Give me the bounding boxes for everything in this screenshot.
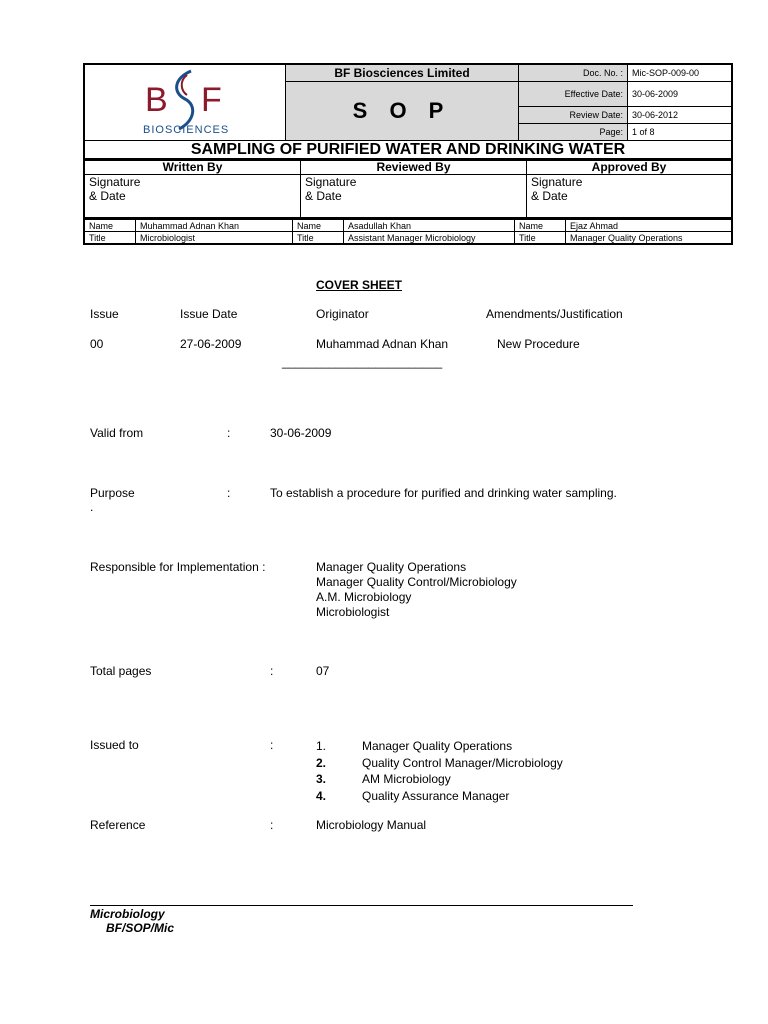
approved-name: Ejaz Ahmad [566, 220, 733, 232]
svg-text:F: F [201, 81, 222, 119]
reviewed-name: Asadullah Khan [344, 220, 515, 232]
cover-sheet-heading: COVER SHEET [316, 278, 403, 292]
footer-rule [90, 905, 633, 906]
reference-value: Microbiology Manual [316, 818, 427, 832]
approved-title: Manager Quality Operations [566, 232, 733, 245]
doc-no-label: Doc. No. : [519, 64, 628, 82]
written-signature: Signature & Date [84, 175, 301, 219]
issue-value: 00 [90, 337, 104, 351]
originator-value: Muhammad Adnan Khan [316, 337, 449, 351]
reviewed-title: Assistant Manager Microbiology [344, 232, 515, 245]
written-name: Muhammad Adnan Khan [136, 220, 293, 232]
valid-from-label: Valid from [90, 426, 144, 440]
effective-date-value: 30-06-2009 [628, 82, 733, 107]
page-label: Page: [519, 124, 628, 141]
written-by-heading: Written By [84, 159, 301, 175]
reviewed-signature: Signature & Date [301, 175, 527, 219]
issue-date-value: 27-06-2009 [180, 337, 242, 351]
bf-biosciences-logo [95, 65, 275, 137]
logo-cell [84, 64, 286, 141]
review-date-label: Review Date: [519, 107, 628, 124]
total-pages-value: 07 [316, 664, 330, 678]
col-amendments: Amendments/Justification [486, 307, 623, 321]
written-title: Microbiologist [136, 232, 293, 245]
reviewed-by-heading: Reviewed By [301, 159, 527, 175]
reference-label: Reference [90, 818, 146, 832]
svg-text:BIOSCIENCES: BIOSCIENCES [143, 124, 230, 136]
review-date-value: 30-06-2012 [628, 107, 733, 124]
names-table: Name Muhammad Adnan Khan Name Asadullah Khan Name Ejaz Ahmad Title Microbiologist Title Assistant Manager Microbiology Title Manager Quality Operations [83, 219, 733, 245]
responsible-label: Responsible for Implementation : [90, 560, 266, 574]
approval-table [83, 158, 733, 219]
col-originator: Originator [316, 307, 369, 321]
col-issue-date: Issue Date [180, 307, 238, 321]
effective-date-label: Effective Date: [519, 82, 628, 107]
document-header-table [83, 63, 733, 161]
approved-signature: Signature & Date [527, 175, 733, 219]
responsible-list: Manager Quality Operations Manager Quality Control/Microbiology A.M. Microbiology Microbiologist [316, 560, 517, 619]
purpose-label: Purpose [90, 486, 135, 500]
svg-text:B: B [145, 81, 168, 119]
issued-to-label: Issued to [90, 738, 139, 752]
doc-type: S O P [286, 82, 519, 141]
document-title: SAMPLING OF PURIFIED WATER AND DRINKING WATER [84, 141, 732, 161]
approved-by-heading: Approved By [527, 159, 733, 175]
amendment-value: New Procedure [497, 337, 580, 351]
page-value: 1 of 8 [628, 124, 733, 141]
total-pages-label: Total pages [90, 664, 152, 678]
issued-to-list: 1. Manager Quality Operations 2. Quality Control Manager/Microbiology 3. AM Microbiology 4. Quality Assurance Manager [316, 739, 563, 803]
purpose-value: To establish a procedure for purified and drinking water sampling. [270, 486, 617, 500]
company-name: BF Biosciences Limited [286, 64, 519, 82]
footer-line-2: BF/SOP/Mic [106, 921, 175, 935]
footer-line-1: Microbiology [90, 907, 165, 921]
col-issue: Issue [90, 307, 119, 321]
valid-from-value: 30-06-2009 [270, 426, 332, 440]
doc-no-value: Mic-SOP-009-00 [628, 64, 733, 82]
cover-divider: ________________________ [282, 355, 443, 369]
